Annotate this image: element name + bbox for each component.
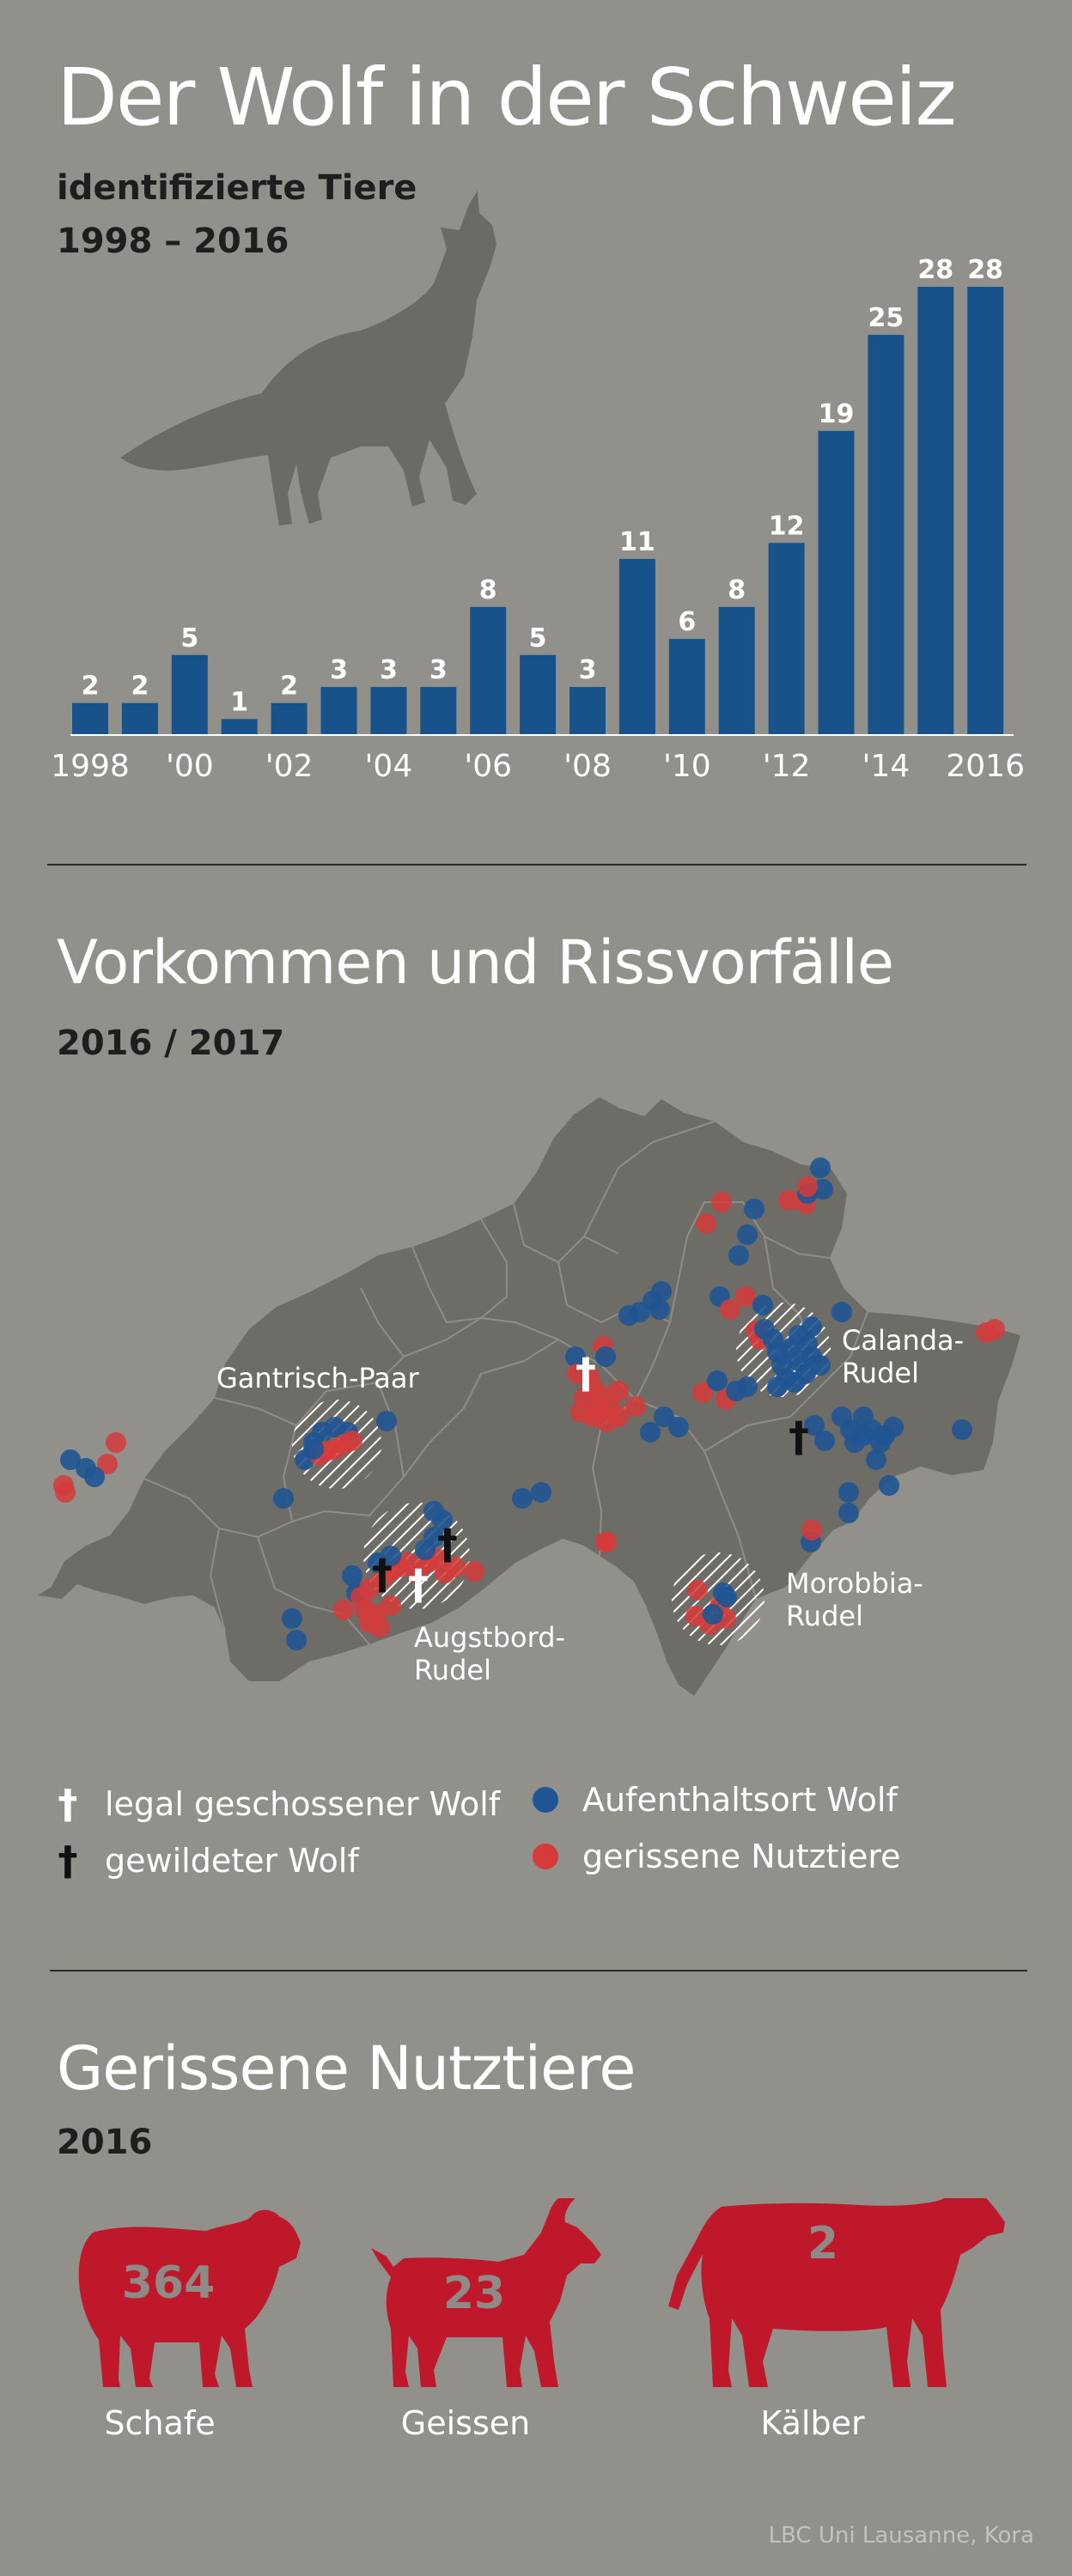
bar-2006 bbox=[470, 607, 506, 735]
x-tick-label: '02 bbox=[265, 749, 314, 784]
x-tick-label: '12 bbox=[762, 749, 811, 784]
residence-dot bbox=[810, 1355, 831, 1376]
chart-subtitle: identifizierte Tiere bbox=[57, 168, 417, 208]
kill-dot bbox=[778, 1190, 799, 1211]
label-augstbord-2: Rudel bbox=[414, 1654, 491, 1686]
residence-dot bbox=[649, 1299, 670, 1320]
residence-dot bbox=[531, 1482, 551, 1503]
bar-2002 bbox=[271, 703, 308, 735]
residence-dot bbox=[728, 1245, 749, 1266]
residence-dot bbox=[651, 1281, 672, 1302]
legend-residence-label: Aufenthaltsort Wolf bbox=[582, 1781, 898, 1819]
x-tick-label: 2016 bbox=[946, 749, 1026, 784]
residence-dot bbox=[737, 1224, 758, 1245]
x-tick-label: '14 bbox=[862, 749, 911, 784]
residence-dot bbox=[703, 1604, 723, 1625]
map-period: 2016 / 2017 bbox=[57, 1024, 285, 1063]
x-tick-label: '00 bbox=[165, 749, 214, 784]
x-tick-label: 1998 bbox=[51, 749, 130, 784]
value-label-2000: 5 bbox=[180, 623, 199, 653]
sheep-count: 364 bbox=[121, 2257, 216, 2309]
residence-dot bbox=[640, 1422, 661, 1443]
bar-2008 bbox=[570, 687, 606, 735]
calf-count: 2 bbox=[807, 2218, 839, 2269]
value-label-2009: 11 bbox=[619, 526, 655, 557]
value-label-2015: 28 bbox=[917, 255, 954, 285]
label-augstbord-1: Augstbord- bbox=[414, 1621, 566, 1654]
legend-residence bbox=[526, 1781, 898, 1819]
kill-dot bbox=[570, 1402, 591, 1423]
residence-dot bbox=[707, 1370, 728, 1391]
livestock-icons bbox=[0, 2198, 1072, 2404]
bar-1999 bbox=[122, 703, 158, 735]
bar-2003 bbox=[321, 687, 357, 735]
residence-dot bbox=[713, 1583, 734, 1603]
residence-dot bbox=[342, 1565, 362, 1586]
switzerland-outline bbox=[38, 1097, 1020, 1696]
residence-dot bbox=[840, 1419, 861, 1440]
value-label-2006: 8 bbox=[478, 574, 497, 605]
kill-dot bbox=[625, 1396, 646, 1417]
bar-2015 bbox=[917, 287, 953, 735]
value-label-2011: 8 bbox=[728, 574, 746, 605]
svg-text:†: † bbox=[789, 1413, 809, 1461]
kill-dot bbox=[596, 1532, 617, 1552]
svg-text:†: † bbox=[437, 1521, 458, 1569]
residence-dot bbox=[810, 1157, 831, 1178]
livestock-title: Gerissene Nutztiere bbox=[57, 2033, 636, 2104]
residence-dot bbox=[512, 1488, 533, 1509]
bar-2010 bbox=[669, 639, 705, 735]
residence-dot bbox=[423, 1501, 444, 1522]
svg-text:†: † bbox=[372, 1551, 393, 1599]
value-label-2001: 1 bbox=[230, 687, 249, 718]
bar-2007 bbox=[520, 655, 556, 735]
value-label-1999: 2 bbox=[131, 671, 149, 702]
kill-dot bbox=[687, 1580, 708, 1601]
bar-2001 bbox=[222, 719, 258, 735]
x-tick-labels bbox=[51, 749, 1025, 784]
residence-dot bbox=[831, 1302, 852, 1322]
label-calanda-1: Calanda- bbox=[842, 1324, 965, 1357]
legend-poached bbox=[48, 1838, 359, 1884]
bar-2016 bbox=[967, 287, 1003, 735]
kill-dot bbox=[333, 1600, 354, 1620]
kill-dot bbox=[106, 1432, 126, 1453]
residence-dot bbox=[767, 1376, 788, 1397]
x-tick-label: '06 bbox=[464, 749, 513, 784]
section-divider-2 bbox=[50, 1970, 1027, 1971]
value-labels bbox=[82, 255, 1004, 717]
bar-1998 bbox=[72, 703, 108, 735]
value-label-2014: 25 bbox=[868, 302, 904, 333]
bar-2009 bbox=[619, 559, 655, 735]
residence-dot bbox=[838, 1503, 859, 1523]
legend-kills-label: gerissene Nutztiere bbox=[582, 1838, 901, 1875]
residence-dot bbox=[282, 1608, 302, 1629]
source-credit: LBC Uni Lausanne, Kora bbox=[768, 2523, 1034, 2549]
bar-2000 bbox=[172, 655, 208, 735]
sheep-label: Schafe bbox=[104, 2404, 216, 2442]
bar-2011 bbox=[719, 607, 755, 735]
wolf-count-bar-chart bbox=[0, 0, 1072, 816]
kill-dot bbox=[984, 1319, 1005, 1340]
kill-dot-icon bbox=[533, 1844, 558, 1869]
kill-dot bbox=[342, 1431, 362, 1451]
legend-poached-label: gewildeter Wolf bbox=[105, 1842, 359, 1880]
value-label-2008: 3 bbox=[578, 655, 597, 686]
residence-dot bbox=[866, 1449, 886, 1470]
residence-dot bbox=[838, 1482, 859, 1503]
kill-dot bbox=[696, 1213, 716, 1234]
residence-dot bbox=[744, 1199, 764, 1219]
goat-label: Geissen bbox=[400, 2404, 531, 2442]
label-morobbia-2: Rudel bbox=[786, 1600, 863, 1632]
kill-dot bbox=[608, 1381, 629, 1401]
value-label-2005: 3 bbox=[429, 655, 448, 686]
residence-dot bbox=[376, 1411, 397, 1431]
poached-cross-icon: † bbox=[58, 1838, 78, 1884]
label-gantrisch: Gantrisch-Paar bbox=[216, 1362, 419, 1394]
residence-dot bbox=[952, 1419, 972, 1440]
residence-dot bbox=[883, 1417, 904, 1437]
value-label-2013: 19 bbox=[818, 398, 855, 429]
svg-text:†: † bbox=[576, 1350, 596, 1398]
kill-dot bbox=[711, 1192, 732, 1212]
residence-dot bbox=[801, 1316, 822, 1337]
label-calanda-2: Rudel bbox=[842, 1357, 919, 1389]
kill-dot bbox=[464, 1561, 484, 1582]
label-morobbia-1: Morobbia- bbox=[786, 1567, 923, 1600]
bar-2004 bbox=[370, 687, 406, 735]
legend-legal bbox=[48, 1781, 500, 1827]
residence-dot-icon bbox=[533, 1787, 558, 1813]
kill-dot bbox=[801, 1520, 822, 1540]
residence-dot bbox=[879, 1475, 899, 1496]
goat-count: 23 bbox=[442, 2268, 506, 2319]
wolf-silhouette-icon bbox=[120, 191, 496, 526]
value-label-2012: 12 bbox=[768, 511, 805, 542]
legal-cross-icon: † bbox=[58, 1781, 78, 1827]
x-tick-label: '08 bbox=[563, 749, 612, 784]
map-title: Vorkommen und Rissvorfälle bbox=[57, 927, 893, 998]
bars-group bbox=[72, 287, 1003, 735]
value-label-2007: 5 bbox=[528, 623, 547, 653]
value-label-2003: 3 bbox=[330, 655, 348, 686]
residence-dot bbox=[303, 1439, 324, 1460]
legend-kills bbox=[526, 1838, 901, 1875]
residence-dot bbox=[273, 1488, 294, 1509]
bar-2014 bbox=[868, 335, 904, 735]
residence-dot bbox=[737, 1376, 758, 1397]
section-divider bbox=[47, 864, 1026, 866]
x-tick-label: '04 bbox=[364, 749, 413, 784]
value-label-2016: 28 bbox=[967, 255, 1004, 285]
value-label-2010: 6 bbox=[678, 607, 697, 638]
kill-dot bbox=[797, 1176, 818, 1197]
residence-dot bbox=[84, 1467, 105, 1487]
switzerland-map bbox=[0, 1056, 1072, 1709]
svg-text:†: † bbox=[408, 1561, 429, 1609]
value-label-2004: 3 bbox=[379, 655, 398, 686]
x-tick-label: '10 bbox=[662, 749, 711, 784]
residence-dot bbox=[752, 1295, 773, 1315]
residence-dot bbox=[286, 1630, 307, 1650]
residence-dot bbox=[668, 1417, 689, 1437]
value-label-1998: 2 bbox=[81, 671, 100, 702]
livestock-year: 2016 bbox=[57, 2123, 153, 2162]
kill-dot bbox=[369, 1617, 390, 1637]
main-title: Der Wolf in der Schweiz bbox=[57, 52, 955, 143]
value-label-2002: 2 bbox=[280, 671, 299, 702]
chart-period: 1998 – 2016 bbox=[57, 222, 289, 261]
legend-legal-label: legal geschossener Wolf bbox=[105, 1785, 501, 1823]
calf-label: Kälber bbox=[760, 2404, 865, 2442]
bar-2012 bbox=[769, 543, 805, 735]
kill-dot bbox=[53, 1475, 74, 1496]
bar-2013 bbox=[819, 431, 855, 735]
bar-2005 bbox=[420, 687, 456, 735]
residence-dot bbox=[595, 1346, 616, 1367]
